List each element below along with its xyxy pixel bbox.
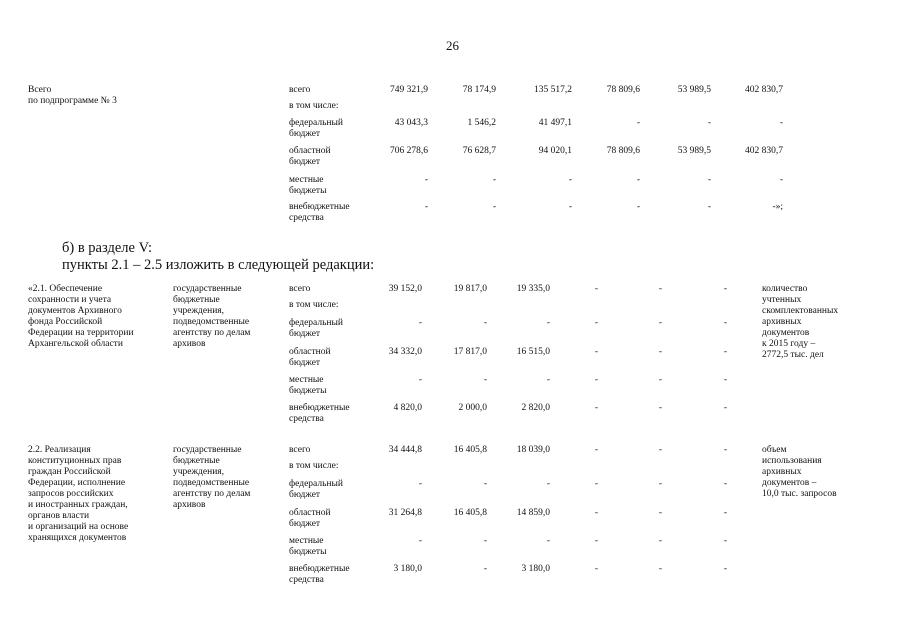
item-2-row-label: в том числе: [289, 461, 339, 471]
item-2-cell: - [723, 479, 727, 489]
subprogram-total-cell: - [779, 118, 783, 128]
subprogram-total-cell: - [568, 175, 572, 185]
subprogram-total-row-label: федеральный [289, 118, 343, 128]
subprogram-total-cell: 749 321,9 [390, 85, 428, 95]
item-name: 2.2. Реализация [28, 445, 91, 455]
item-2-row-label: местные [289, 536, 324, 546]
item-1-row-label: местные [289, 375, 324, 385]
item-name: фонда Российской [28, 317, 103, 327]
item-1-cell: - [418, 375, 422, 385]
item-2-row-label: областной [289, 508, 331, 518]
item-name: органов власти [28, 511, 90, 521]
item-1-row-label: бюджет [289, 358, 321, 368]
subprogram-total-label: Всего [28, 85, 52, 95]
item-1-cell: - [594, 375, 598, 385]
subprogram-total-cell: - [424, 175, 428, 185]
subprogram-total-cell: 78 809,6 [606, 146, 640, 156]
subprogram-total-row-label: всего [289, 85, 311, 95]
item-name: и организаций на основе [28, 522, 129, 532]
item-1-cell: - [418, 318, 422, 328]
item-executor: агентству по делам [173, 489, 251, 499]
item-2-row-label: бюджеты [289, 547, 327, 557]
item-name: документов Архивного [28, 306, 122, 316]
item-1-cell: - [546, 318, 550, 328]
item-result: 2772,5 тыс. дел [762, 350, 824, 360]
item-2-cell: - [483, 564, 487, 574]
item-2-cell: - [594, 445, 598, 455]
item-1-row-label: средства [289, 414, 324, 424]
subprogram-total-label: по подпрограмме № 3 [28, 96, 117, 106]
item-executor: подведомственные [173, 317, 250, 327]
item-2-cell: - [483, 479, 487, 489]
subprogram-total-cell: - [492, 175, 496, 185]
item-2-row-label: бюджет [289, 490, 321, 500]
item-name: граждан Российской [28, 467, 111, 477]
item-1-cell: - [723, 403, 727, 413]
subprogram-total-cell: 1 546,2 [467, 118, 496, 128]
item-1-cell: - [594, 284, 598, 294]
item-2-cell: - [546, 479, 550, 489]
item-executor: государственные [173, 445, 242, 455]
item-1-cell: 2 000,0 [458, 403, 487, 413]
item-result: архивных [762, 317, 802, 327]
item-2-cell: - [658, 508, 662, 518]
item-result: архивных [762, 467, 802, 477]
item-2-cell: 31 264,8 [388, 508, 422, 518]
item-2-cell: - [418, 536, 422, 546]
page-number: 26 [446, 38, 459, 53]
subprogram-total-cell: 53 989,5 [677, 85, 711, 95]
item-2-cell: 3 180,0 [393, 564, 422, 574]
subprogram-total-cell: - [707, 175, 711, 185]
item-executor: бюджетные [173, 456, 220, 466]
section-subheading: пункты 2.1 – 2.5 изложить в следующей редакции: [62, 257, 375, 273]
item-2-row-label: всего [289, 445, 311, 455]
item-1-cell: - [483, 318, 487, 328]
item-2-cell: 18 039,0 [516, 445, 550, 455]
subprogram-total-cell: - [636, 202, 640, 212]
item-2-cell: - [594, 479, 598, 489]
subprogram-total-cell: 706 278,6 [390, 146, 428, 156]
item-1-cell: - [658, 403, 662, 413]
item-2-cell: 14 859,0 [516, 508, 550, 518]
item-2-cell: - [658, 479, 662, 489]
item-executor: архивов [173, 500, 206, 510]
item-executor: подведомственные [173, 478, 250, 488]
item-2-cell: - [723, 564, 727, 574]
item-result: использования [762, 456, 822, 466]
subprogram-total-row-label: бюджет [289, 157, 321, 167]
item-1-cell: - [594, 318, 598, 328]
item-2-cell: - [483, 536, 487, 546]
section-heading: б) в разделе V: [62, 240, 152, 256]
item-1-cell: 19 817,0 [453, 284, 487, 294]
item-executor: бюджетные [173, 295, 220, 305]
subprogram-total-cell: - [636, 175, 640, 185]
subprogram-total-cell: - [636, 118, 640, 128]
item-1-cell: - [594, 403, 598, 413]
item-name: Федерации, исполнение [28, 478, 126, 488]
item-2-row-label: федеральный [289, 479, 343, 489]
item-2-cell: - [546, 536, 550, 546]
item-1-cell: - [658, 284, 662, 294]
item-executor: архивов [173, 339, 206, 349]
item-1-cell: 17 817,0 [453, 347, 487, 357]
subprogram-total-cell: - [424, 202, 428, 212]
item-1-cell: - [658, 375, 662, 385]
item-2-cell: - [658, 564, 662, 574]
subprogram-total-cell: 43 043,3 [394, 118, 428, 128]
item-result: скомплектованных [762, 306, 839, 316]
item-1-row-label: областной [289, 347, 331, 357]
item-executor: учреждения, [173, 306, 225, 316]
item-result: к 2015 году – [762, 339, 816, 349]
item-1-cell: - [546, 375, 550, 385]
item-1-row-label: бюджеты [289, 386, 327, 396]
item-2-cell: - [594, 564, 598, 574]
subprogram-total-row-label: местные [289, 175, 324, 185]
item-name: Федерации на территории [28, 328, 134, 338]
item-2-cell: - [594, 536, 598, 546]
item-2-cell: - [658, 536, 662, 546]
item-result: количество [762, 284, 808, 294]
item-executor: государственные [173, 284, 242, 294]
subprogram-total-cell: - [707, 202, 711, 212]
item-1-row-label: внебюджетные [289, 403, 350, 413]
item-name: «2.1. Обеспечение [28, 284, 103, 294]
subprogram-total-cell: - [492, 202, 496, 212]
subprogram-total-cell: -»; [772, 202, 783, 212]
item-name: сохранности и учета [28, 295, 112, 305]
item-result: 10,0 тыс. запросов [762, 489, 837, 499]
item-result: документов [762, 328, 810, 338]
item-1-cell: 19 335,0 [516, 284, 550, 294]
subprogram-total-row-label: бюджет [289, 129, 321, 139]
item-2-row-label: внебюджетные [289, 564, 350, 574]
subprogram-total-row-label: в том числе: [289, 101, 339, 111]
item-name: хранящихся документов [28, 533, 127, 543]
subprogram-total-row-label: внебюджетные [289, 202, 350, 212]
item-name: и иностранных граждан, [28, 500, 128, 510]
item-2-cell: - [723, 536, 727, 546]
item-1-cell: - [658, 347, 662, 357]
item-2-cell: - [723, 508, 727, 518]
item-executor: учреждения, [173, 467, 225, 477]
subprogram-total-cell: 135 517,2 [534, 85, 572, 95]
item-name: запросов российских [28, 489, 114, 499]
item-1-cell: 2 820,0 [521, 403, 550, 413]
item-2-cell: - [658, 445, 662, 455]
subprogram-total-cell: 402 830,7 [745, 146, 783, 156]
subprogram-total-cell: 94 020,1 [538, 146, 572, 156]
item-1-row-label: в том числе: [289, 300, 339, 310]
item-2-cell: - [723, 445, 727, 455]
item-1-cell: - [594, 347, 598, 357]
item-1-cell: - [723, 375, 727, 385]
item-1-row-label: всего [289, 284, 311, 294]
item-1-cell: 39 152,0 [388, 284, 422, 294]
item-result: документов – [762, 478, 817, 488]
item-1-cell: - [723, 284, 727, 294]
subprogram-total-cell: 78 174,9 [462, 85, 496, 95]
subprogram-total-cell: 76 628,7 [462, 146, 496, 156]
item-2-cell: 16 405,8 [453, 508, 487, 518]
subprogram-total-cell: - [779, 175, 783, 185]
item-2-row-label: бюджет [289, 519, 321, 529]
subprogram-total-cell: - [707, 118, 711, 128]
subprogram-total-cell: 41 497,1 [538, 118, 572, 128]
subprogram-total-cell: 53 989,5 [677, 146, 711, 156]
item-name: конституционных прав [28, 456, 122, 466]
item-1-cell: 4 820,0 [393, 403, 422, 413]
item-2-cell: 34 444,8 [388, 445, 422, 455]
subprogram-total-cell: 78 809,6 [606, 85, 640, 95]
item-result: учтенных [762, 295, 802, 305]
item-1-cell: - [723, 347, 727, 357]
item-1-cell: 34 332,0 [388, 347, 422, 357]
subprogram-total-cell: 402 830,7 [745, 85, 783, 95]
item-2-cell: - [418, 479, 422, 489]
subprogram-total-row-label: бюджеты [289, 186, 327, 196]
item-2-cell: 16 405,8 [453, 445, 487, 455]
item-2-cell: 3 180,0 [521, 564, 550, 574]
item-2-cell: - [594, 508, 598, 518]
item-executor: агентству по делам [173, 328, 251, 338]
item-1-cell: - [723, 318, 727, 328]
subprogram-total-cell: - [568, 202, 572, 212]
subprogram-total-row-label: областной [289, 146, 331, 156]
item-result: объем [762, 445, 787, 455]
subprogram-total-row-label: средства [289, 213, 324, 223]
item-name: Архангельской области [28, 339, 123, 349]
item-1-row-label: федеральный [289, 318, 343, 328]
item-1-cell: 16 515,0 [516, 347, 550, 357]
item-1-row-label: бюджет [289, 329, 321, 339]
item-1-cell: - [483, 375, 487, 385]
item-2-row-label: средства [289, 575, 324, 585]
item-1-cell: - [658, 318, 662, 328]
